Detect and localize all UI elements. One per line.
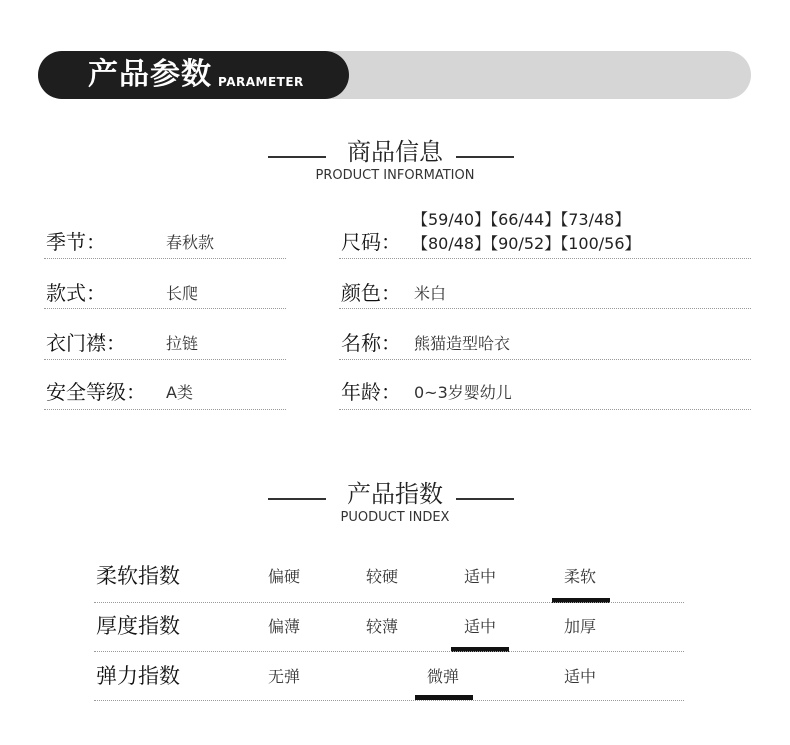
season-value: 春秋款 [166, 233, 215, 252]
safety-value: A类 [166, 383, 193, 402]
product-info-header [0, 138, 790, 184]
divider [339, 258, 751, 259]
product-index-subtitle: PUODUCT INDEX [340, 510, 450, 525]
divider [44, 359, 286, 360]
index-option-selected: 适中 [463, 617, 496, 636]
product-index-title: 产品指数 [347, 480, 443, 508]
index-option: 适中 [463, 567, 496, 586]
banner-dark-pill [38, 51, 349, 99]
header-line-right [456, 498, 514, 500]
color-label: 颜色： [341, 281, 401, 305]
elasticity-index-label: 弹力指数 [96, 664, 180, 688]
divider [339, 409, 751, 410]
index-option: 适中 [563, 667, 596, 686]
style-label: 款式： [46, 281, 106, 305]
index-option: 偏薄 [267, 617, 300, 636]
product-info-subtitle: PRODUCT INFORMATION [315, 168, 475, 183]
season-label: 季节： [46, 230, 106, 254]
softness-index-label: 柔软指数 [96, 564, 180, 588]
banner-subtitle: PARAMETER [218, 75, 304, 89]
name-value: 熊猫造型哈衣 [414, 334, 511, 353]
age-value: 0~3岁婴幼儿 [414, 383, 512, 402]
placket-label: 衣门襟： [46, 331, 126, 355]
divider [339, 308, 751, 309]
divider [94, 602, 684, 603]
index-option: 较硬 [365, 567, 398, 586]
parameter-banner [38, 51, 751, 99]
divider [339, 359, 751, 360]
header-line-left [268, 498, 326, 500]
safety-label: 安全等级： [46, 380, 146, 404]
divider [94, 700, 684, 701]
index-option: 加厚 [563, 617, 596, 636]
divider [94, 651, 684, 652]
color-value: 米白 [414, 284, 447, 303]
placket-value: 拉链 [166, 334, 199, 353]
banner-title: 产品参数 [88, 57, 212, 92]
index-option-selected: 微弹 [426, 667, 459, 686]
index-option: 偏硬 [267, 567, 300, 586]
age-label: 年龄： [341, 380, 401, 404]
product-index-header [0, 480, 790, 526]
divider [44, 258, 286, 259]
index-option-selected: 柔软 [563, 567, 596, 586]
header-line-left [268, 156, 326, 158]
size-line-1: 【59/40】【66/44】【73/48】 [412, 210, 631, 229]
name-label: 名称： [341, 331, 401, 355]
divider [44, 308, 286, 309]
divider [44, 409, 286, 410]
header-line-right [456, 156, 514, 158]
style-value: 长爬 [166, 284, 199, 303]
size-label: 尺码： [341, 230, 401, 254]
index-option: 无弹 [267, 667, 300, 686]
product-info-title: 商品信息 [347, 138, 443, 166]
index-option: 较薄 [365, 617, 398, 636]
size-line-2: 【80/48】【90/52】【100/56】 [412, 234, 641, 253]
thickness-index-label: 厚度指数 [96, 614, 180, 638]
